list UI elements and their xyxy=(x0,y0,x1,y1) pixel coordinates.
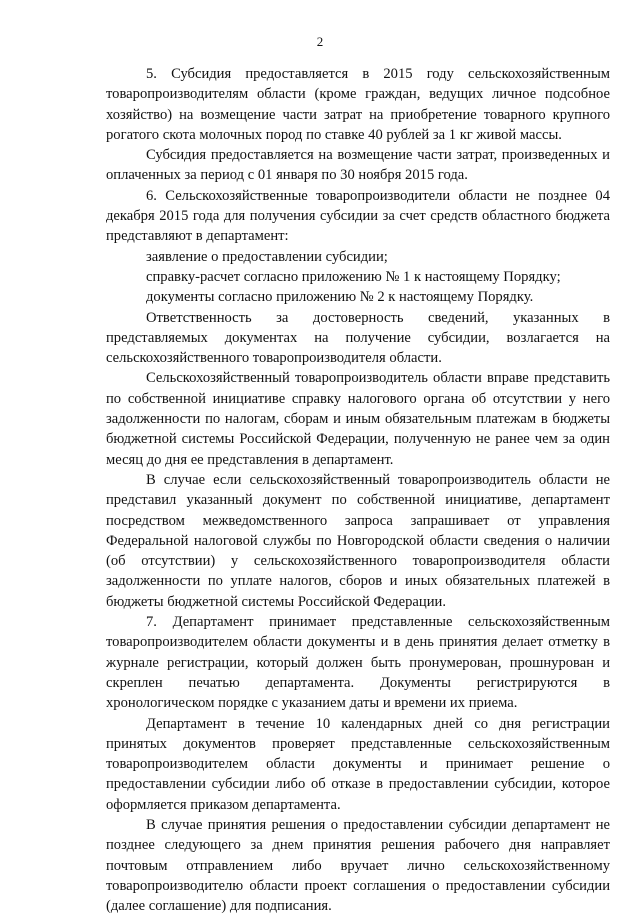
paragraph-7: 7. Департамент принимает представленные сельскохозяйственным товаропроизводителем области документы и в день принятия делает отметку в журнале регистрации, который должен быть пронумерован, прошнурован и скреплен печатью департамента. Документы регистрируются в хронологическом порядке с указанием даты и времени их приема. xyxy=(106,614,610,712)
page-number: 2 xyxy=(316,34,324,49)
paragraph-tax-certificate: Сельскохозяйственный товаропроизводитель области вправе представить по собственной инициативе справку налогового органа об отсутствии у него задолженности по налогам, сборам и иным обязательным платежам в бюджеты бюджетной системы Российской Федерации, полученную не ранее чем за один месяц до дня ее представления в департамент. xyxy=(106,370,610,468)
paragraph-responsibility: Ответственность за достоверность сведений, указанных в представляемых документах на получение субсидии, возлагается на сельскохозяйственного товаропроизводителя области. xyxy=(106,309,610,367)
list-item-calculation: справку-расчет согласно приложению № 1 к настоящему Порядку; xyxy=(146,268,561,285)
paragraph-decision: Департамент в течение 10 календарных дней со дня регистрации принятых документов проверяет представленные сельскохозяйственным товаропроизводителем области документы и принимает решение о предоставлении субсидии либо об отказе в предоставлении субсидии, которое оформляется приказом департамента. xyxy=(106,715,610,813)
document-body xyxy=(106,64,610,916)
list-item-documents: документы согласно приложению № 2 к настоящему Порядку. xyxy=(146,289,534,306)
list-item-application: заявление о предоставлении субсидии; xyxy=(146,248,388,265)
paragraph-5: 5. Субсидия предоставляется в 2015 году сельскохозяйственным товаропроизводителям области (кроме граждан, ведущих личное подсобное хозяйство) на возмещение части затрат на приобретение товарного крупного рогатого скота молочных пород по ставке 40 рублей за 1 кг живой массы. xyxy=(106,66,610,143)
paragraph-agreement: В случае принятия решения о предоставлении субсидии департамент не позднее следующего за днем принятия решения рабочего дня направляет почтовым отправлением либо вручает лично сельскохозяйственному товаропроизводителю области проект соглашения о предоставлении субсидии (далее соглашение) для подписания. xyxy=(106,816,610,915)
paragraph-subsidy-period: Субсидия предоставляется на возмещение части затрат, произведенных и оплаченных за период с 01 января по 30 ноября 2015 года. xyxy=(106,147,610,184)
paragraph-interagency-request: В случае если сельскохозяйственный товаропроизводитель области не представил указанный документ по собственной инициативе, департамент посредством межведомственного запроса запрашивает от управления Федеральной налоговой службы по Новгородской области сведения о наличии (об отсутствии) у сельскохозяйственного товаропроизводителя области задолженности по уплате налогов, сборов и иных обязательных платежей в бюджеты бюджетной системы Российской Федерации. xyxy=(106,471,610,610)
paragraph-6: 6. Сельскохозяйственные товаропроизводители области не позднее 04 декабря 2015 года для получения субсидии за счет средств областного бюджета представляют в департамент: xyxy=(106,187,610,245)
